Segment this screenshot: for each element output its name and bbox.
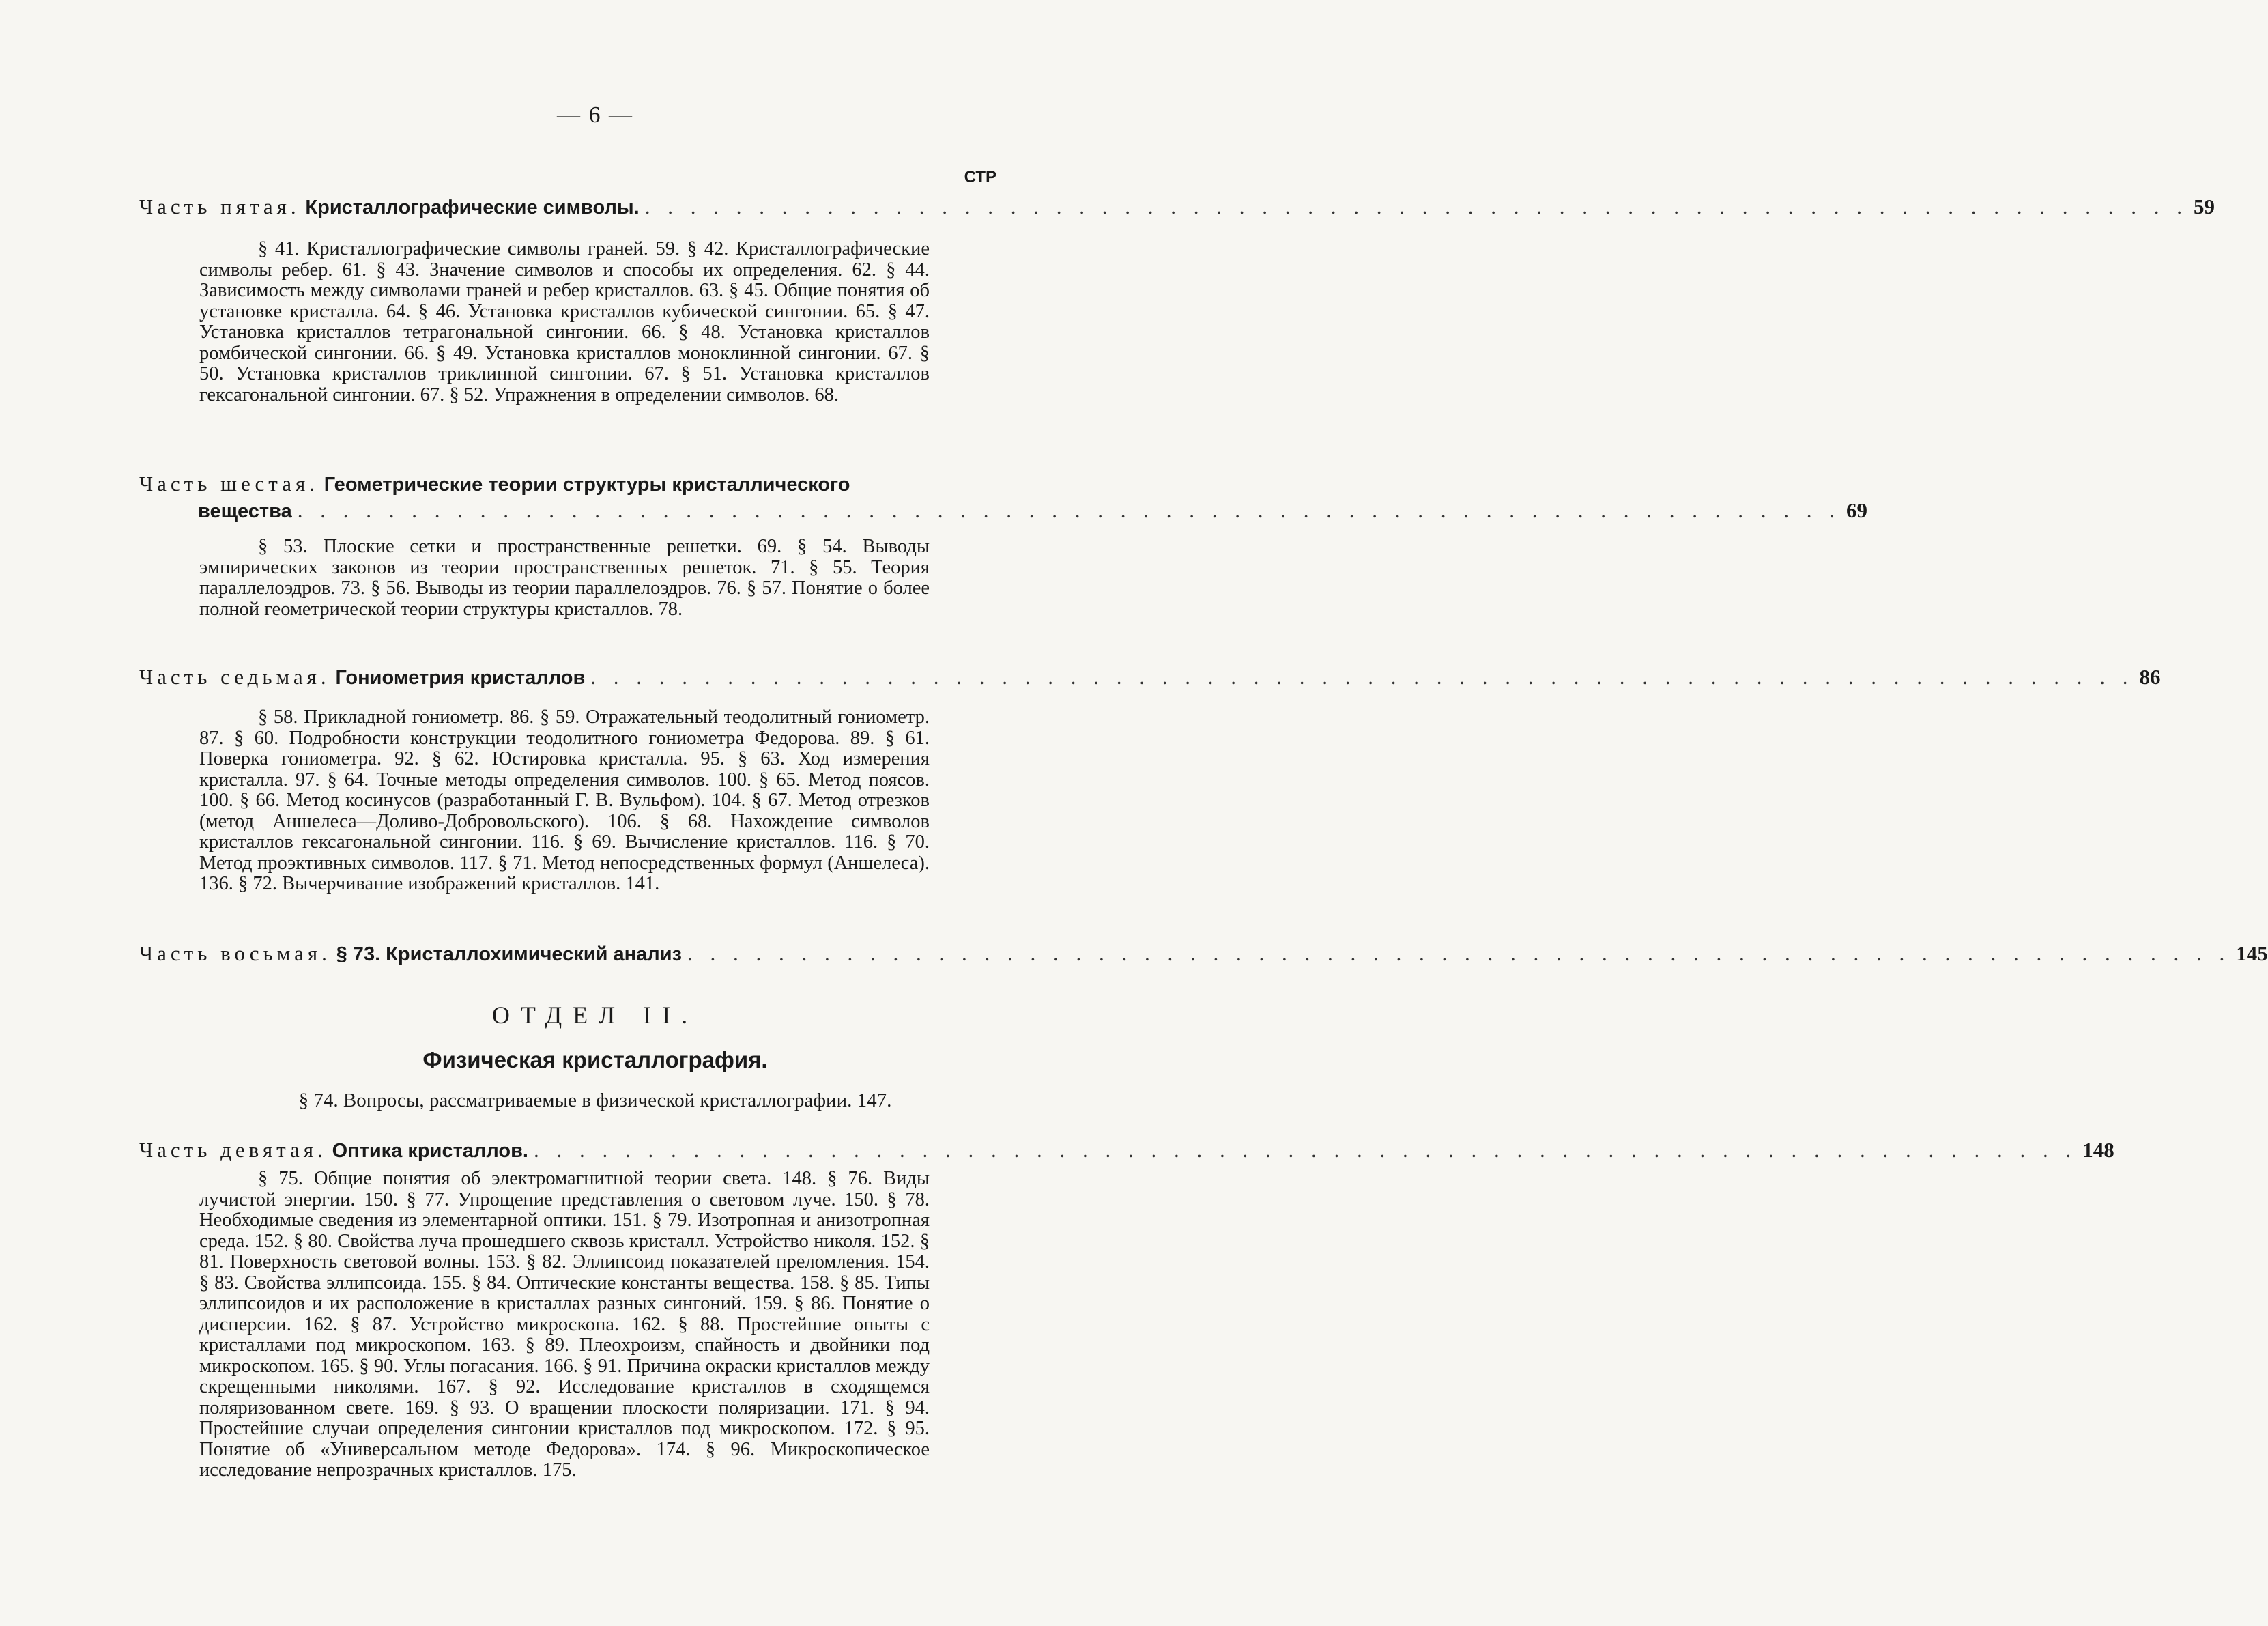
section-heading: ОТДЕЛ II. (491, 1001, 699, 1029)
part-label: Часть шестая. (139, 472, 319, 496)
part-label: Часть пятая. (139, 195, 300, 218)
dot-leader: . . . . . . . . . . . . . . . . . . . . . . . . . . . . . . . . . . . . . . . . . . . . . . . . . . . . . . . . . . . . . . . . . . . . (687, 941, 2231, 965)
page-column-label: СТР (964, 168, 996, 186)
part-label: Часть восьмая. (139, 941, 331, 965)
toc-entry-part-8 (139, 941, 2268, 967)
part-title: Оптика кристаллов. (332, 1140, 528, 1162)
part-title: Гониометрия кристаллов (335, 667, 586, 689)
toc-entry-part-5 (139, 194, 2215, 220)
toc-entry-part-6 (139, 471, 1867, 524)
page-ref: 145 (2236, 941, 2268, 965)
part-6-contents: § 53. Плоские сетки и пространственные решетки. 69. § 54. Выводы эмпирических законов из теории пространственных решеток. 71. § 55. Теория параллелоэдров. 73. § 56. Выводы из теории параллелоэдров. 76. § 57. Понятие о более полной геометрической теории структуры кристаллов. 78. (199, 536, 930, 620)
section-title: Физическая кристаллография. (422, 1047, 768, 1072)
page-ref: 86 (2139, 665, 2161, 689)
dot-leader: . . . . . . . . . . . . . . . . . . . . . . . . . . . . . . . . . . . . . . . . . . . . . . . . . . . . . . . . . . . . . . . . . . . . (297, 498, 1841, 522)
page-number: — 6 — (557, 102, 633, 128)
part-title: § 73. Кристаллохимический анализ (336, 943, 682, 965)
page-ref: 59 (2194, 195, 2215, 218)
part-label: Часть девятая. (139, 1138, 327, 1162)
part-5-contents: § 41. Кристаллографические символы граней. 59. § 42. Кристаллографические символы ребер. 61. § 43. Значение символов и способы их определения. 62. § 44. Зависимость между символами граней и ребер кристаллов. 63. § 45. Общие понятия об установке кристалла. 64. § 46. Установка кристаллов кубической сингонии. 65. § 47. Установка кристаллов тетрагональной сингонии. 66. § 48. Установка кристаллов ромбической сингонии. 66. § 49. Установка кристаллов моноклинной сингонии. 67. § 50. Установка кристаллов триклинной сингонии. 67. § 51. Установка кристаллов гексагональной сингонии. 67. § 52. Упражнения в определении символов. 68. (199, 238, 930, 405)
dot-leader: . . . . . . . . . . . . . . . . . . . . . . . . . . . . . . . . . . . . . . . . . . . . . . . . . . . . . . . . . . . . . . . . . . . . (644, 195, 2188, 218)
section-intro-entry: § 74. Вопросы, рассматриваемые в физической кристаллографии. 147. (298, 1089, 892, 1111)
toc-entry-part-7 (139, 664, 2161, 691)
page-ref: 148 (2082, 1138, 2114, 1162)
toc-entry-part-9 (139, 1137, 2114, 1164)
part-title: Геометрические теории структуры кристаллического (324, 474, 850, 496)
dot-leader: . . . . . . . . . . . . . . . . . . . . . . . . . . . . . . . . . . . . . . . . . . . . . . . . . . . . . . . . . . . . . . . . . . . . (590, 665, 2134, 689)
part-7-contents: § 58. Прикладной гониометр. 86. § 59. Отражательный теодолитный гониометр. 87. § 60. Подробности конструкции теодолитного гониометра Федорова. 89. § 61. Поверка гониометра. 92. § 62. Юстировка кристалла. 95. § 63. Ход измерения кристалла. 97. § 64. Точные методы определения символов. 100. § 65. Метод поясов. 100. § 66. Метод косинусов (разработанный Г. В. Вульфом). 104. § 67. Метод отрезков (метод Аншелеса—Доливо-Добровольского). 106. § 68. Нахождение символов кристаллов гексагональной сингонии. 116. § 69. Вычисление кристаллов. 116. § 70. Метод проэктивных символов. 117. § 71. Метод непосредственных формул (Аншелеса). 136. § 72. Вычерчивание изображений кристаллов. 141. (199, 707, 930, 894)
part-title-continued: вещества (198, 500, 292, 522)
part-label: Часть седьмая. (139, 665, 330, 689)
part-9-contents: § 75. Общие понятия об электромагнитной теории света. 148. § 76. Виды лучистой энергии. 150. § 77. Упрощение представления о световом луче. 150. § 78. Необходимые сведения из элементарной оптики. 151. § 79. Изотропная и анизотропная среда. 152. § 80. Свойства луча прошедшего сквозь кристалл. Устройство николя. 152. § 81. Поверхность световой волны. 153. § 82. Эллипсоид показателей преломления. 154. § 83. Свойства эллипсоида. 155. § 84. Оптические константы вещества. 158. § 85. Типы эллипсоидов и их расположение в кристаллах разных сингоний. 159. § 86. Понятие о дисперсии. 162. § 87. Устройство микроскопа. 162. § 88. Простейшие опыты с кристаллами под микроскопом. 163. § 89. Плеохроизм, спайность и двойники под микроскопом. 165. § 90. Углы погасания. 166. § 91. Причина окраски кристаллов между скрещенными николями. 167. § 92. Исследование кристаллов в сходящемся поляризованном свете. 169. § 93. О вращении плоскости поляризации. 171. § 94. Простейшие случаи определения сингонии кристаллов под микроскопом. 172. § 95. Понятие об «Универсальном методе Федорова». 174. § 96. Микроскопическое исследование непрозрачных кристаллов. 175. (199, 1168, 930, 1481)
page-ref: 69 (1846, 498, 1867, 522)
dot-leader: . . . . . . . . . . . . . . . . . . . . . . . . . . . . . . . . . . . . . . . . . . . . . . . . . . . . . . . . . . . . . . . . . . . . (533, 1138, 2078, 1162)
part-title: Кристаллографические символы. (305, 197, 640, 218)
